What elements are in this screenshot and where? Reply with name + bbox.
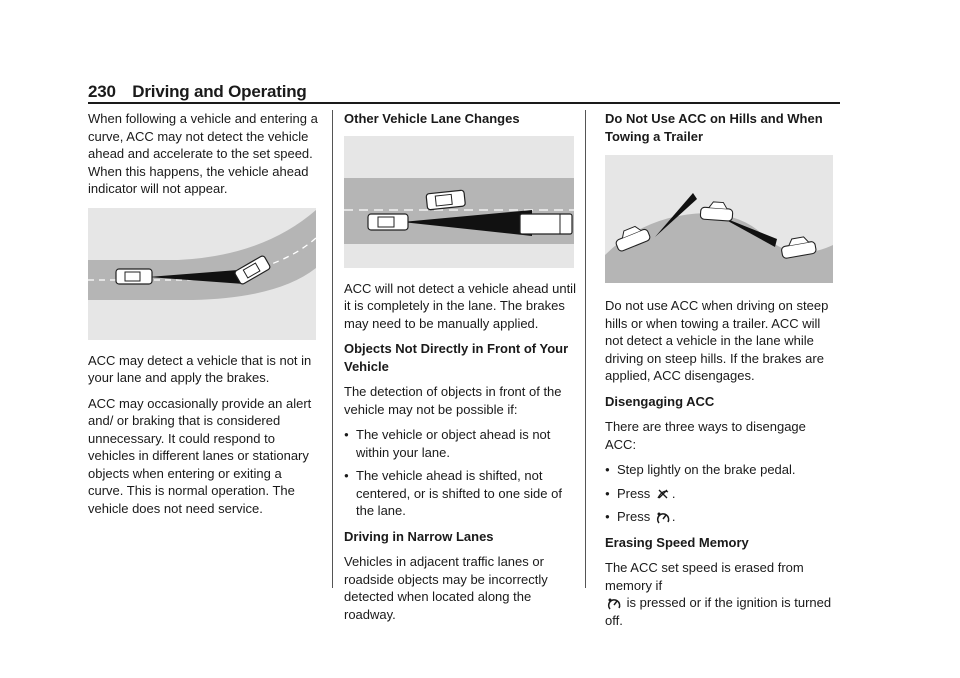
- paragraph: ACC may detect a vehicle that is not in your lane and apply the brakes.: [88, 352, 312, 385]
- paragraph: ACC may occasionally provide an alert and/ or braking that is considered unnecessary. It could respond to vehicles in different lanes or stationary objects when entering or exiting a curve. This is normal operation. The vehicle does not need service.: [88, 395, 312, 516]
- subheading: Driving in Narrow Lanes: [344, 528, 494, 544]
- subheading: Other Vehicle Lane Changes: [344, 111, 520, 126]
- column-divider: [332, 110, 333, 588]
- curve-illustration: [88, 208, 316, 340]
- paragraph: When following a vehicle and entering a curve, ACC may not detect the vehicle ahead and accelerate to the set speed. When this happens, the vehicle ahead indicator will not appear.: [88, 111, 318, 196]
- period: .: [671, 509, 676, 524]
- list-item-text: Press: [617, 509, 651, 524]
- cancel-icon: [656, 487, 670, 501]
- cruise-control-icon: [656, 511, 670, 525]
- list-item: [605, 508, 838, 526]
- paragraph: There are three ways to disengage ACC:: [605, 419, 806, 452]
- lane-change-illustration: [344, 136, 574, 268]
- paragraph: ACC will not detect a vehicle ahead until it is completely in the lane. The brakes may need to be manually applied.: [344, 280, 576, 331]
- column-3: [605, 110, 838, 637]
- column-2: [344, 110, 578, 631]
- cruise-control-icon: [607, 597, 621, 611]
- paragraph: Vehicles in adjacent traffic lanes or roadside objects may be incorrectly detected when located along the roadway.: [344, 554, 548, 622]
- subheading: Disengaging ACC: [605, 393, 715, 409]
- list-item: [605, 485, 838, 503]
- page-header: [88, 82, 840, 102]
- bullet-list: [605, 461, 838, 526]
- column-divider: [585, 110, 586, 588]
- column-1: [88, 110, 320, 525]
- paragraph: The detection of objects in front of the vehicle may not be possible if:: [344, 384, 562, 417]
- page-number: 230: [88, 82, 116, 101]
- list-item: ● The vehicle ahead is shifted, not centered, or is shifted to one side of the lane.: [344, 467, 578, 520]
- paragraph: Do not use ACC when driving on steep hills or when towing a trailer. ACC will not detect a vehicle in the lane while driving on steep hills. If the brakes are applied, ACC disengages.: [605, 298, 829, 383]
- list-item: ● Step lightly on the brake pedal.: [605, 461, 838, 479]
- list-item: ● The vehicle or object ahead is not within your lane.: [344, 426, 578, 461]
- subheading: Objects Not Directly in Front of Your Vehicle: [344, 341, 569, 374]
- subheading: Erasing Speed Memory: [605, 534, 749, 550]
- subheading: Do Not Use ACC on Hills and When Towing a Trailer: [605, 111, 823, 144]
- bullet-list: [344, 426, 578, 520]
- hills-illustration: [605, 155, 833, 283]
- paragraph: [605, 559, 838, 629]
- paragraph-text: is pressed or if the ignition is turned off.: [605, 595, 832, 628]
- paragraph-text: The ACC set speed is erased from memory if: [605, 560, 804, 593]
- list-item-text: Press: [617, 485, 651, 501]
- header-rule: [88, 102, 840, 104]
- section-title: Driving and Operating: [132, 82, 307, 101]
- period: .: [671, 485, 676, 501]
